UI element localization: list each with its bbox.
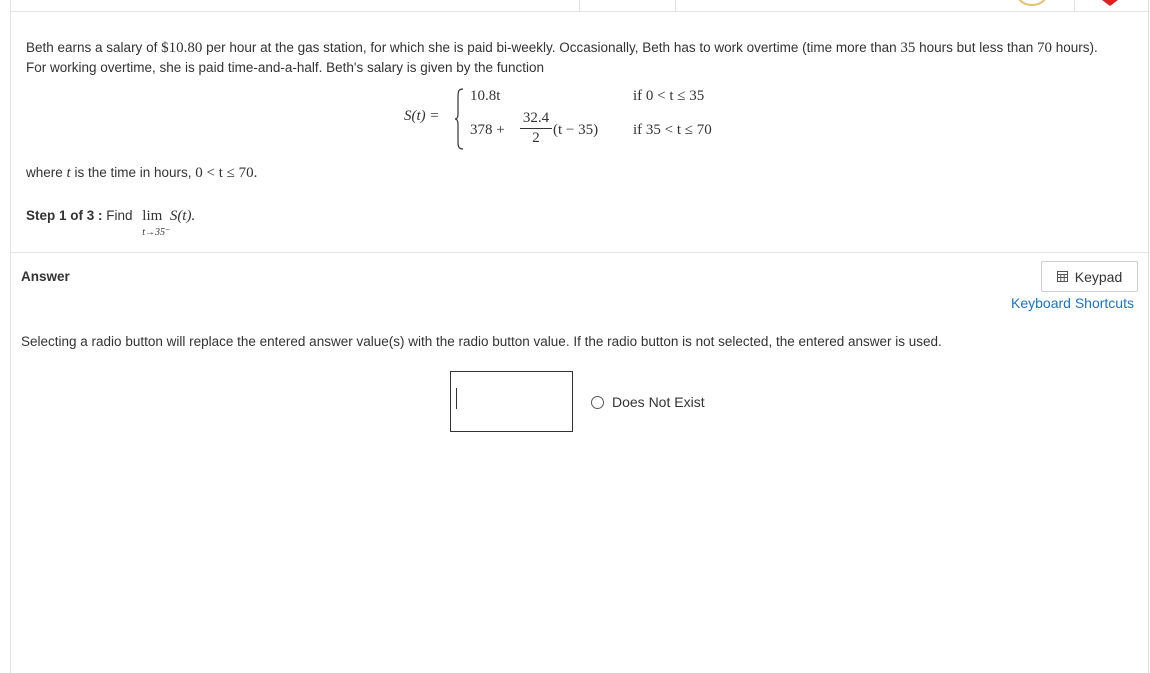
case1-condition: if 0 < t ≤ 35: [633, 88, 705, 104]
step-label: Step 1 of 3 :: [26, 208, 103, 223]
step-instruction: [26, 206, 196, 238]
answer-input[interactable]: [450, 371, 573, 432]
variable-t: t: [66, 165, 71, 181]
where-text: is the time in hours,: [70, 165, 196, 180]
upper-hours: 70: [1036, 40, 1052, 56]
piecewise-function: [404, 86, 764, 156]
section-divider: [10, 252, 1149, 253]
pay-rate: $10.80: [161, 40, 203, 56]
limit-word: lim: [142, 208, 163, 224]
case2-fraction: [520, 110, 552, 147]
problem-text: hours). For working overtime, she is paid time-and-a-half. Beth's salary is given by the function: [26, 40, 1098, 75]
fraction-bar: [520, 128, 552, 129]
text-caret: [456, 388, 457, 409]
does-not-exist-label[interactable]: Does Not Exist: [612, 394, 705, 410]
step-task: Find: [102, 208, 137, 223]
domain-inequality: 0 < t ≤ 70.: [195, 165, 258, 181]
does-not-exist-radio[interactable]: [591, 396, 604, 409]
where-text: where: [26, 165, 67, 180]
radio-notice: Selecting a radio button will replace the entered answer value(s) with the radio button value. If the radio button is not selected, the entered answer is used.: [21, 334, 942, 349]
coin-icon[interactable]: [1015, 0, 1049, 6]
marker-icon[interactable]: [1102, 0, 1118, 6]
problem-text: hours but less than: [915, 40, 1037, 55]
case2-prefix: 378 +: [470, 122, 505, 138]
case2-suffix: (t − 35): [553, 122, 599, 138]
problem-text: Beth earns a salary of: [26, 40, 162, 55]
limit-expression: [142, 206, 171, 238]
problem-statement: [26, 38, 1116, 78]
keypad-label: Keypad: [1074, 268, 1123, 285]
problem-text: per hour at the gas station, for which she is paid bi-weekly. Occasionally, Beth has to work overtime (time more than: [202, 40, 901, 55]
keyboard-shortcuts-link[interactable]: Keyboard Shortcuts: [1011, 295, 1134, 311]
fraction-numerator: 32.4: [522, 110, 550, 126]
keypad-button[interactable]: [1041, 261, 1138, 292]
left-brace-icon: [454, 88, 464, 150]
variable-definition: [26, 163, 257, 183]
lower-hours: 35: [900, 40, 916, 56]
fraction-denominator: 2: [532, 130, 540, 146]
case1-expression: 10.8t: [470, 88, 501, 104]
toolbar-divider: [579, 0, 580, 12]
answer-label: Answer: [21, 269, 70, 284]
keypad-grid-icon: [1057, 271, 1068, 282]
case2-condition: if 35 < t ≤ 70: [633, 122, 712, 138]
top-toolbar: [10, 0, 1149, 12]
limit-subscript: t→35⁻: [142, 227, 171, 238]
function-lhs: S(t) =: [404, 108, 440, 124]
limit-function: S(t).: [169, 208, 196, 224]
toolbar-divider: [1074, 0, 1075, 12]
toolbar-divider: [675, 0, 676, 12]
